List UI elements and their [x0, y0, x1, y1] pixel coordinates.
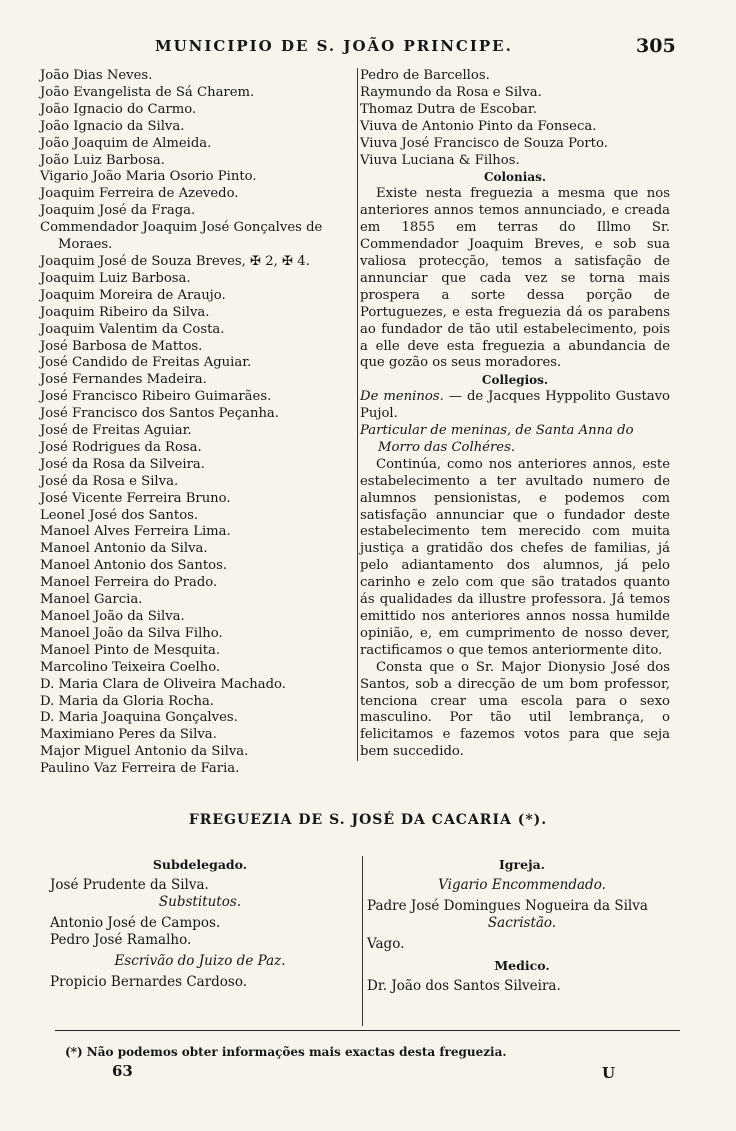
footnote: (*) Não podemos obter informações mais exactas desta freguezia.: [65, 1045, 507, 1059]
list-item: Joaquim Moreira de Araujo.: [40, 287, 226, 303]
list-item: Manoel Pinto de Mesquita.: [40, 642, 221, 658]
list-item: José Fernandes Madeira.: [40, 372, 207, 388]
page-number: 305: [636, 35, 676, 57]
collegios-heading: Collegios.: [481, 373, 549, 388]
list-item: José da Rosa e Silva.: [40, 473, 179, 489]
list-item: D. Maria Clara de Oliveira Machado.: [40, 676, 286, 692]
list-item: Viuva de Antonio Pinto da Fonseca.: [360, 118, 597, 134]
right-column: [357, 68, 670, 761]
meninas-label: Particular de meninas, de Santa Anna do Morro das Colhéres.: [360, 423, 634, 455]
subdelegado-heading: Subdelegado.: [152, 857, 248, 872]
list-item: Joaquim Ferreira de Azevedo.: [40, 186, 239, 202]
collegios-paragraph-1: Continúa, como nos anteriores annos, este estabelecimento a ter avultado numero de alumnos pensionistas, e podemos com satisfação annunciar que o fundador deste estabelecimento tem merecido com muita justiça a gratidão dos chefes de familias, já pelo adiantamento dos alumnos, já pelo carinho e zelo com que são tratados quanto ás qualidades da illustre professora. Já temos emittido nos anteriores annos nossa humilde opinião, e, em cumprimento de nosso dever, ractificamos o que temos anteriormente dito.: [360, 456, 670, 658]
list-item: Joaquim Luiz Barbosa.: [40, 270, 191, 286]
signature-mark-right: U: [602, 1064, 616, 1082]
igreja-heading: Igreja.: [498, 857, 546, 872]
list-item: Thomaz Dutra de Escobar.: [360, 101, 537, 117]
list-item: José Francisco Ribeiro Guimarães.: [40, 389, 272, 405]
list-item: João Joaquim de Almeida.: [40, 135, 212, 151]
list-item: Manoel João da Silva Filho.: [40, 625, 223, 641]
escrivao-heading: Escrivão do Juizo de Paz.: [114, 953, 286, 969]
list-item-continuation: Moraes.: [58, 237, 113, 253]
meninos-text: — de Jacques Hyppolito Gustavo Pujol.: [360, 389, 670, 422]
running-header-title: MUNICIPIO DE S. JOÃO PRINCIPE.: [155, 37, 513, 55]
list-item: Leonel José dos Santos.: [40, 507, 199, 523]
collegios-paragraph-2: Consta que o Sr. Major Dionysio José dos Santos, sob a direcção de um bom professor, tenciona crear uma escola para o sexo masculino. Por tão util lembrança, o felicitamos e fazemos votos para que seja bem succedido.: [360, 659, 670, 760]
section-title-cacaria: FREGUEZIA DE S. JOSÉ DA CACARIA (*).: [188, 812, 548, 828]
list-item: João Evangelista de Sá Charem.: [40, 84, 255, 100]
list-item: José Francisco dos Santos Peçanha.: [40, 406, 279, 422]
list-item: João Ignacio do Carmo.: [40, 101, 197, 117]
substituto-name: Pedro José Ramalho.: [50, 932, 192, 948]
list-item: Manoel João da Silva.: [40, 609, 185, 624]
list-item: Pedro de Barcellos.: [360, 68, 490, 83]
meninos-label: De meninos.: [360, 389, 444, 405]
list-item: Manoel Antonio dos Santos.: [40, 558, 228, 574]
list-item: João Luiz Barbosa.: [40, 152, 165, 168]
cacaria-left-column: [50, 856, 350, 991]
list-item: Manoel Ferreira do Prado.: [40, 575, 218, 591]
list-item: Joaquim Valentim da Costa.: [40, 321, 225, 337]
sacristao-heading: Sacristão.: [487, 915, 557, 931]
list-item: João Ignacio da Silva.: [40, 118, 185, 134]
list-item: José Candido de Freitas Aguiar.: [40, 355, 252, 371]
list-item: Major Miguel Antonio da Silva.: [40, 744, 249, 760]
signature-mark-left: 63: [112, 1062, 133, 1080]
list-item: Viuva Luciana & Filhos.: [360, 152, 520, 168]
list-item: Maximiano Peres da Silva.: [40, 727, 217, 743]
colonias-paragraph: Existe nesta freguezia a mesma que nos anteriores annos temos annunciado, e creada em 1855 em terras do Illmo Sr. Commendador Joaquim Breves, e sob sua valiosa protecção, temos a satisfação de annunciar que cada vez se torna mais prospera a sorte dessa porção de Portuguezes, e esta freguezia dá os parabens ao fundador de tão util estabelecimento, pois a elle deve esta freguezia a abundancia de que gozão os seus moradores.: [360, 186, 670, 371]
list-item: Marcolino Teixeira Coelho.: [40, 659, 221, 675]
left-column-resident-list: [40, 68, 350, 778]
list-item: José Vicente Ferreira Bruno.: [40, 490, 231, 506]
list-item: Vigario João Maria Osorio Pinto.: [40, 169, 257, 185]
list-item: Commendador Joaquim José Gonçalves de: [40, 220, 323, 236]
subdelegado-name: José Prudente da Silva.: [50, 877, 209, 893]
list-item: Joaquim Ribeiro da Silva.: [40, 304, 210, 320]
list-item: D. Maria Joaquina Gonçalves.: [40, 710, 238, 726]
vigario-heading: Vigario Encommendado.: [438, 877, 606, 893]
list-item: Joaquim José da Fraga.: [40, 203, 196, 219]
cacaria-right-column: [362, 856, 677, 1026]
substituto-name: Antonio José de Campos.: [50, 915, 221, 931]
meninos-entry: [360, 389, 670, 423]
medico-name: Dr. João dos Santos Silveira.: [367, 978, 561, 994]
list-item: Viuva José Francisco de Souza Porto.: [360, 135, 608, 151]
list-item: Manoel Garcia.: [40, 592, 143, 608]
list-item: João Dias Neves.: [40, 68, 153, 83]
list-item: José de Freitas Aguiar.: [40, 423, 192, 439]
vigario-name: Padre José Domingues Nogueira da Silva: [367, 898, 648, 914]
list-item: D. Maria da Gloria Rocha.: [40, 693, 214, 709]
list-item: Paulino Vaz Ferreira de Faria.: [40, 761, 240, 777]
list-item: Manoel Alves Ferreira Lima.: [40, 524, 231, 540]
substitutos-heading: Substitutos.: [158, 894, 242, 910]
list-item: Joaquim José de Souza Breves, ✠ 2, ✠ 4.: [40, 253, 310, 269]
list-item: Raymundo da Rosa e Silva.: [360, 84, 542, 100]
escrivao-name: Propicio Bernardes Cardoso.: [50, 974, 248, 990]
list-item: José da Rosa da Silveira.: [40, 456, 205, 472]
colonias-heading: Colonias.: [483, 170, 547, 185]
list-item: Manoel Antonio da Silva.: [40, 541, 208, 557]
sacristao-value: Vago.: [367, 936, 405, 952]
medico-heading: Medico.: [494, 958, 550, 973]
list-item: José Barbosa de Mattos.: [40, 338, 203, 354]
list-item: José Rodrigues da Rosa.: [40, 439, 202, 455]
footnote-divider: [55, 1030, 680, 1031]
